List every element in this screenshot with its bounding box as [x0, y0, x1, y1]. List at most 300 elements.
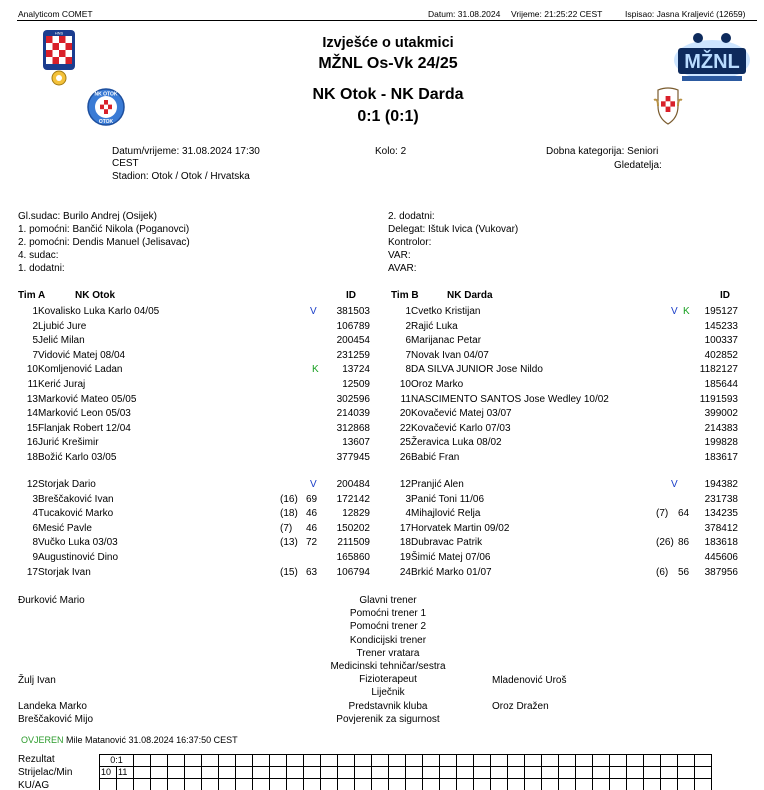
match-score: 0:1 (0:1): [357, 108, 419, 125]
player-name: Marijanac Petar: [411, 335, 482, 347]
stadium: Stadion: Otok / Otok / Hrvatska: [112, 171, 250, 182]
player-id: 445606: [704, 552, 738, 563]
staff-role: Liječnik: [371, 687, 405, 699]
sub-replaced-number: (18): [280, 508, 298, 520]
team-b-label: Tim B: [391, 290, 419, 301]
grid-cell: [321, 755, 338, 767]
player-number: 17: [26, 566, 38, 578]
grid-cell: [474, 779, 491, 790]
player-number: 1: [405, 306, 411, 317]
official-right-item: Kontrolor:: [388, 237, 432, 248]
grid-cell: [219, 779, 236, 790]
player-row: [18, 378, 373, 392]
grid-cell: [338, 755, 355, 767]
grid-cell: [542, 767, 559, 779]
grid-cell: [423, 779, 440, 790]
grid-cell: [406, 755, 423, 767]
grid-cell: [236, 755, 253, 767]
report-title: Izvješće o utakmici: [322, 35, 454, 51]
official-right-item: AVAR:: [388, 263, 417, 274]
grid-cell: [151, 755, 168, 767]
player-name: Marković Mateo 05/05: [38, 393, 137, 405]
player-row: [18, 320, 373, 334]
official-left-item: Gl.sudac: Burilo Andrej (Osijek): [18, 211, 157, 222]
player-name: Storjak Dario: [38, 479, 96, 490]
header-divider: [17, 20, 757, 21]
player-name: Flanjak Robert 12/04: [38, 422, 131, 434]
player-row: [18, 349, 373, 363]
goalkeeper-mark: V: [310, 479, 317, 490]
player-number: 13: [26, 393, 38, 405]
grid-cell: [100, 779, 117, 790]
grid-cell: [627, 779, 644, 790]
player-number: 4: [405, 508, 411, 520]
grid-cell: [372, 779, 389, 790]
staff-role: Pomoćni trener 1: [349, 608, 427, 620]
player-number: 20: [399, 408, 411, 420]
player-id: 150202: [336, 522, 370, 534]
player-number: 10: [399, 379, 411, 390]
grid-cell: [440, 779, 457, 790]
match-title: NK Otok - NK Darda: [312, 86, 464, 103]
grid-cell: [168, 779, 185, 790]
player-id: 387956: [704, 566, 738, 578]
official-left-item: 1. pomoćni: Bančić Nikola (Poganovci): [18, 224, 190, 235]
round: Kolo: 2: [375, 146, 407, 157]
sub-minute: 69: [306, 493, 318, 505]
app-name: Analyticom COMET: [18, 9, 93, 19]
grid-cell: [287, 755, 304, 767]
grid-cell: [151, 767, 168, 779]
official-left-item: 4. sudac:: [18, 250, 59, 261]
player-name: Augustinović Dino: [38, 552, 119, 563]
grid-cell: [440, 767, 457, 779]
grid-cell: [610, 755, 627, 767]
player-row: [391, 436, 746, 450]
printed-by: Ispisao: Jasna Kraljević (12659): [625, 9, 746, 19]
grid-cell: [406, 767, 423, 779]
player-name: Oroz Marko: [411, 379, 464, 390]
player-number: 3: [405, 493, 411, 505]
match-timezone: CEST: [112, 158, 139, 169]
player-id: 231259: [336, 349, 370, 361]
player-id: 399002: [704, 408, 738, 420]
scorer-row-label: Strijelac/Min: [18, 767, 73, 778]
captain-mark: K: [312, 364, 319, 376]
player-row: [391, 522, 746, 536]
grid-cell: [304, 755, 321, 767]
player-name: Kovačević Karlo 07/03: [411, 422, 511, 434]
grid-cell: [372, 767, 389, 779]
sub-minute: 46: [306, 508, 318, 520]
svg-text:OTOK: OTOK: [98, 119, 114, 125]
player-number: 7: [32, 349, 38, 361]
grid-cell: [202, 755, 219, 767]
player-row: [18, 493, 373, 507]
player-name: Mihajlović Relja: [411, 508, 481, 520]
player-id: 381503: [336, 306, 370, 317]
player-name: NASCIMENTO SANTOS Jose Wedley 10/02: [411, 393, 609, 405]
grid-cell: [491, 767, 508, 779]
grid-cell: [542, 755, 559, 767]
player-row: [391, 349, 746, 363]
svg-text:HNS: HNS: [54, 30, 64, 36]
grid-cell: [508, 767, 525, 779]
grid-cell: [236, 767, 253, 779]
player-row: [391, 536, 746, 550]
grid-cell: [576, 767, 593, 779]
grid-cell: [185, 779, 202, 790]
svg-text:NK OTOK: NK OTOK: [94, 91, 118, 98]
verified-text: Mile Matanović 31.08.2024 16:37:50 CEST: [66, 735, 238, 745]
player-name: Tucaković Marko: [38, 508, 114, 520]
team-b-name: NK Darda: [447, 290, 493, 301]
grid-cell: [219, 767, 236, 779]
player-name: Rajić Luka: [411, 320, 458, 332]
grid-cell: [219, 755, 236, 767]
player-name: Cvetko Kristijan: [411, 306, 481, 317]
player-name: Božić Karlo 03/05: [38, 452, 117, 463]
grid-cell: [270, 779, 287, 790]
player-row: [18, 363, 373, 377]
player-id: 106794: [336, 566, 370, 578]
grid-cell: [627, 767, 644, 779]
staff-role: Medicinski tehničar/sestra: [330, 661, 446, 672]
grid-row: [100, 755, 712, 767]
grid-cell: [338, 767, 355, 779]
player-number: 2: [32, 320, 38, 332]
grid-cell: 10: [100, 767, 117, 779]
player-row: [391, 334, 746, 348]
player-id: 12829: [342, 508, 370, 520]
team-a-label: Tim A: [18, 290, 46, 301]
league-title: MŽNL Os-Vk 24/25: [318, 55, 458, 72]
grid-cell: [185, 767, 202, 779]
league-logo: [672, 26, 752, 86]
team-b-id-header: ID: [720, 290, 730, 301]
grid-cell: 0:1: [100, 755, 134, 767]
grid-cell: [525, 755, 542, 767]
player-id: 1182127: [699, 364, 738, 376]
player-id: 199828: [704, 437, 738, 449]
player-id: 200484: [336, 479, 370, 490]
player-row: [391, 393, 746, 407]
player-row: [18, 566, 373, 580]
grid-cell: [134, 779, 151, 790]
player-row: [18, 334, 373, 348]
print-time: Vrijeme: 21:25:22 CEST: [511, 9, 603, 19]
grid-row: [100, 767, 712, 779]
player-name: Kerić Juraj: [38, 379, 86, 390]
grid-cell: [355, 779, 372, 790]
grid-cell: [185, 755, 202, 767]
player-number: 25: [399, 437, 411, 449]
team-a-club-rep: Landeka Marko: [18, 701, 87, 712]
grid-cell: [576, 755, 593, 767]
player-number: 17: [399, 522, 411, 534]
team-a-id-header: ID: [346, 290, 356, 301]
grid-cell: [559, 755, 576, 767]
spectators: Gledatelja:: [614, 160, 662, 171]
player-id: 134235: [704, 508, 738, 520]
player-number: 9: [32, 552, 38, 563]
player-row: [391, 551, 746, 565]
staff-role: Predstavnik kluba: [348, 700, 428, 712]
grid-cell: [542, 779, 559, 790]
svg-text:MŽNL: MŽNL: [684, 51, 740, 73]
grid-cell: [321, 779, 338, 790]
grid-cell: [440, 755, 457, 767]
player-name: Pranjić Alen: [411, 479, 464, 490]
player-row: [18, 305, 373, 319]
sub-minute: 63: [306, 566, 318, 578]
grid-cell: [355, 755, 372, 767]
goalkeeper-mark: V: [671, 306, 678, 317]
grid-cell: [372, 755, 389, 767]
grid-cell: [253, 755, 270, 767]
player-row: [391, 320, 746, 334]
player-name: Breščaković Ivan: [38, 493, 114, 505]
player-number: 22: [399, 422, 411, 434]
player-id: 302596: [336, 393, 370, 405]
player-row: [391, 305, 746, 319]
player-number: 12: [399, 479, 411, 490]
grid-cell: [423, 767, 440, 779]
player-number: 11: [27, 379, 38, 390]
grid-cell: [389, 767, 406, 779]
player-name: Vidović Matej 08/04: [38, 349, 126, 361]
hns-logo: [42, 30, 76, 86]
player-row: [18, 536, 373, 550]
team-a-security: Breščaković Mijo: [18, 714, 94, 725]
team-a-head-coach: Đurković Mario: [18, 595, 85, 606]
player-row: [18, 522, 373, 536]
player-name: Vučko Luka 03/03: [38, 537, 118, 549]
grid-cell: [525, 767, 542, 779]
sub-minute: 72: [306, 537, 318, 549]
staff-role: Kondicijski trener: [349, 634, 427, 646]
result-grid: [99, 754, 712, 790]
player-id: 402852: [704, 349, 738, 361]
sub-minute: 56: [678, 566, 690, 578]
player-id: 194382: [704, 479, 738, 490]
grid-cell: [321, 767, 338, 779]
kuag-row-label: KU/AG: [18, 780, 50, 790]
sub-minute: 64: [678, 508, 690, 520]
staff-role: Trener vratara: [356, 647, 420, 659]
player-row: [391, 507, 746, 521]
grid-cell: [593, 767, 610, 779]
player-number: 18: [399, 537, 411, 549]
grid-cell: [508, 779, 525, 790]
player-number: 7: [405, 349, 411, 361]
grid-cell: [355, 767, 372, 779]
team-a-physio: Žulj Ivan: [18, 675, 56, 686]
grid-row: [100, 779, 712, 790]
result-row-label: Rezultat: [18, 754, 55, 765]
player-name: Mesić Pavle: [38, 522, 92, 534]
player-name: Babić Fran: [411, 452, 460, 463]
player-row: [18, 451, 373, 465]
grid-cell: [661, 755, 678, 767]
grid-cell: [491, 755, 508, 767]
grid-cell: [168, 755, 185, 767]
staff-role: Fizioterapeut: [359, 674, 417, 686]
goalkeeper-mark: V: [310, 306, 317, 317]
player-row: [391, 493, 746, 507]
captain-mark: K: [683, 306, 690, 317]
player-row: [18, 478, 373, 492]
player-row: [391, 422, 746, 436]
player-name: DA SILVA JUNIOR Jose Nildo: [411, 364, 543, 376]
grid-cell: [593, 779, 610, 790]
grid-cell: [576, 779, 593, 790]
grid-cell: [134, 767, 151, 779]
grid-cell: [457, 755, 474, 767]
grid-cell: [695, 767, 712, 779]
grid-cell: [593, 755, 610, 767]
player-id: 200454: [336, 335, 370, 347]
player-number: 6: [32, 522, 38, 534]
player-number: 1: [32, 306, 38, 317]
player-name: Dubravac Patrik: [411, 537, 483, 549]
player-name: Horvatek Martin 09/02: [411, 522, 510, 534]
grid-cell: [406, 779, 423, 790]
verification: [21, 735, 238, 745]
official-left-item: 1. dodatni:: [18, 263, 65, 274]
player-id: 214039: [336, 408, 370, 420]
grid-cell: [253, 767, 270, 779]
player-id: 165860: [336, 552, 370, 563]
grid-cell: [423, 755, 440, 767]
grid-cell: [202, 767, 219, 779]
grid-cell: [287, 779, 304, 790]
grid-cell: [287, 767, 304, 779]
player-id: 183618: [704, 537, 738, 549]
official-right-item: Delegat: Ištuk Ivica (Vukovar): [388, 224, 519, 235]
sub-minute: 46: [306, 522, 318, 534]
grid-cell: [270, 755, 287, 767]
player-id: 378412: [704, 522, 738, 534]
grid-cell: [134, 755, 151, 767]
player-row: [391, 566, 746, 580]
player-id: 145233: [704, 320, 738, 332]
player-row: [18, 422, 373, 436]
player-number: 19: [399, 552, 411, 563]
sub-replaced-number: (16): [280, 493, 298, 505]
player-name: Kovačević Matej 03/07: [411, 408, 512, 420]
player-number: 6: [405, 335, 411, 347]
grid-cell: [457, 767, 474, 779]
player-row: [18, 393, 373, 407]
player-id: 100337: [704, 335, 738, 347]
grid-cell: [389, 779, 406, 790]
staff-role: Povjerenik za sigurnost: [336, 713, 440, 725]
grid-cell: [695, 755, 712, 767]
team-a-name: NK Otok: [75, 290, 115, 301]
player-id: 214383: [704, 422, 738, 434]
player-row: [391, 378, 746, 392]
player-number: 2: [405, 320, 411, 332]
grid-cell: [661, 779, 678, 790]
player-name: Panić Toni 11/06: [411, 493, 485, 505]
sub-replaced-number: (13): [280, 537, 298, 549]
player-id: 377945: [336, 452, 370, 463]
sub-replaced-number: (26): [656, 537, 674, 549]
official-right-item: 2. dodatni:: [388, 211, 435, 222]
grid-cell: [661, 767, 678, 779]
player-number: 5: [32, 335, 38, 347]
grid-cell: [202, 779, 219, 790]
player-id: 1191593: [699, 393, 738, 405]
grid-cell: [610, 767, 627, 779]
player-name: Šimić Matej 07/06: [411, 552, 491, 563]
sub-replaced-number: (15): [280, 566, 298, 578]
player-id: 231738: [704, 493, 738, 505]
grid-cell: [270, 767, 287, 779]
player-name: Jelić Milan: [38, 335, 85, 347]
grid-cell: [695, 779, 712, 790]
grid-cell: [457, 779, 474, 790]
grid-cell: [644, 767, 661, 779]
staff-role: Glavni trener: [359, 595, 417, 606]
player-name: Marković Leon 05/03: [38, 408, 131, 420]
player-row: [18, 407, 373, 421]
player-name: Komljenović Ladan: [38, 364, 123, 376]
grid-cell: [559, 779, 576, 790]
grid-cell: [610, 779, 627, 790]
team-b-physio: Mladenović Uroš: [492, 675, 567, 686]
grid-cell: [559, 767, 576, 779]
grid-cell: [678, 755, 695, 767]
sub-replaced-number: (6): [656, 566, 669, 578]
nk-otok-logo: [85, 88, 127, 126]
grid-cell: [304, 779, 321, 790]
player-number: 14: [26, 408, 38, 420]
official-left-item: 2. pomoćni: Dendis Manuel (Jelisavac): [18, 237, 190, 248]
player-row: [391, 451, 746, 465]
grid-cell: [644, 755, 661, 767]
player-id: 211509: [337, 537, 370, 549]
grid-cell: [627, 755, 644, 767]
player-number: 16: [26, 437, 38, 449]
player-row: [391, 363, 746, 377]
player-id: 312868: [336, 422, 370, 434]
player-number: 26: [399, 452, 411, 463]
grid-cell: [678, 779, 695, 790]
player-name: Brkić Marko 01/07: [411, 566, 492, 578]
player-id: 13607: [342, 437, 370, 449]
grid-cell: [525, 779, 542, 790]
player-number: 8: [405, 364, 411, 376]
grid-cell: [151, 779, 168, 790]
player-number: 10: [26, 364, 38, 376]
player-number: 8: [32, 537, 38, 549]
grid-cell: [491, 779, 508, 790]
grid-cell: [474, 755, 491, 767]
player-name: Storjak Ivan: [38, 566, 91, 578]
player-number: 24: [399, 566, 411, 578]
grid-cell: [474, 767, 491, 779]
grid-cell: [304, 767, 321, 779]
player-name: Ljubić Jure: [38, 320, 87, 332]
grid-cell: [338, 779, 355, 790]
player-name: Jurić Krešimir: [38, 437, 99, 449]
grid-cell: [508, 755, 525, 767]
player-id: 13724: [342, 364, 370, 376]
player-id: 12509: [342, 379, 370, 390]
sub-replaced-number: (7): [280, 522, 293, 534]
